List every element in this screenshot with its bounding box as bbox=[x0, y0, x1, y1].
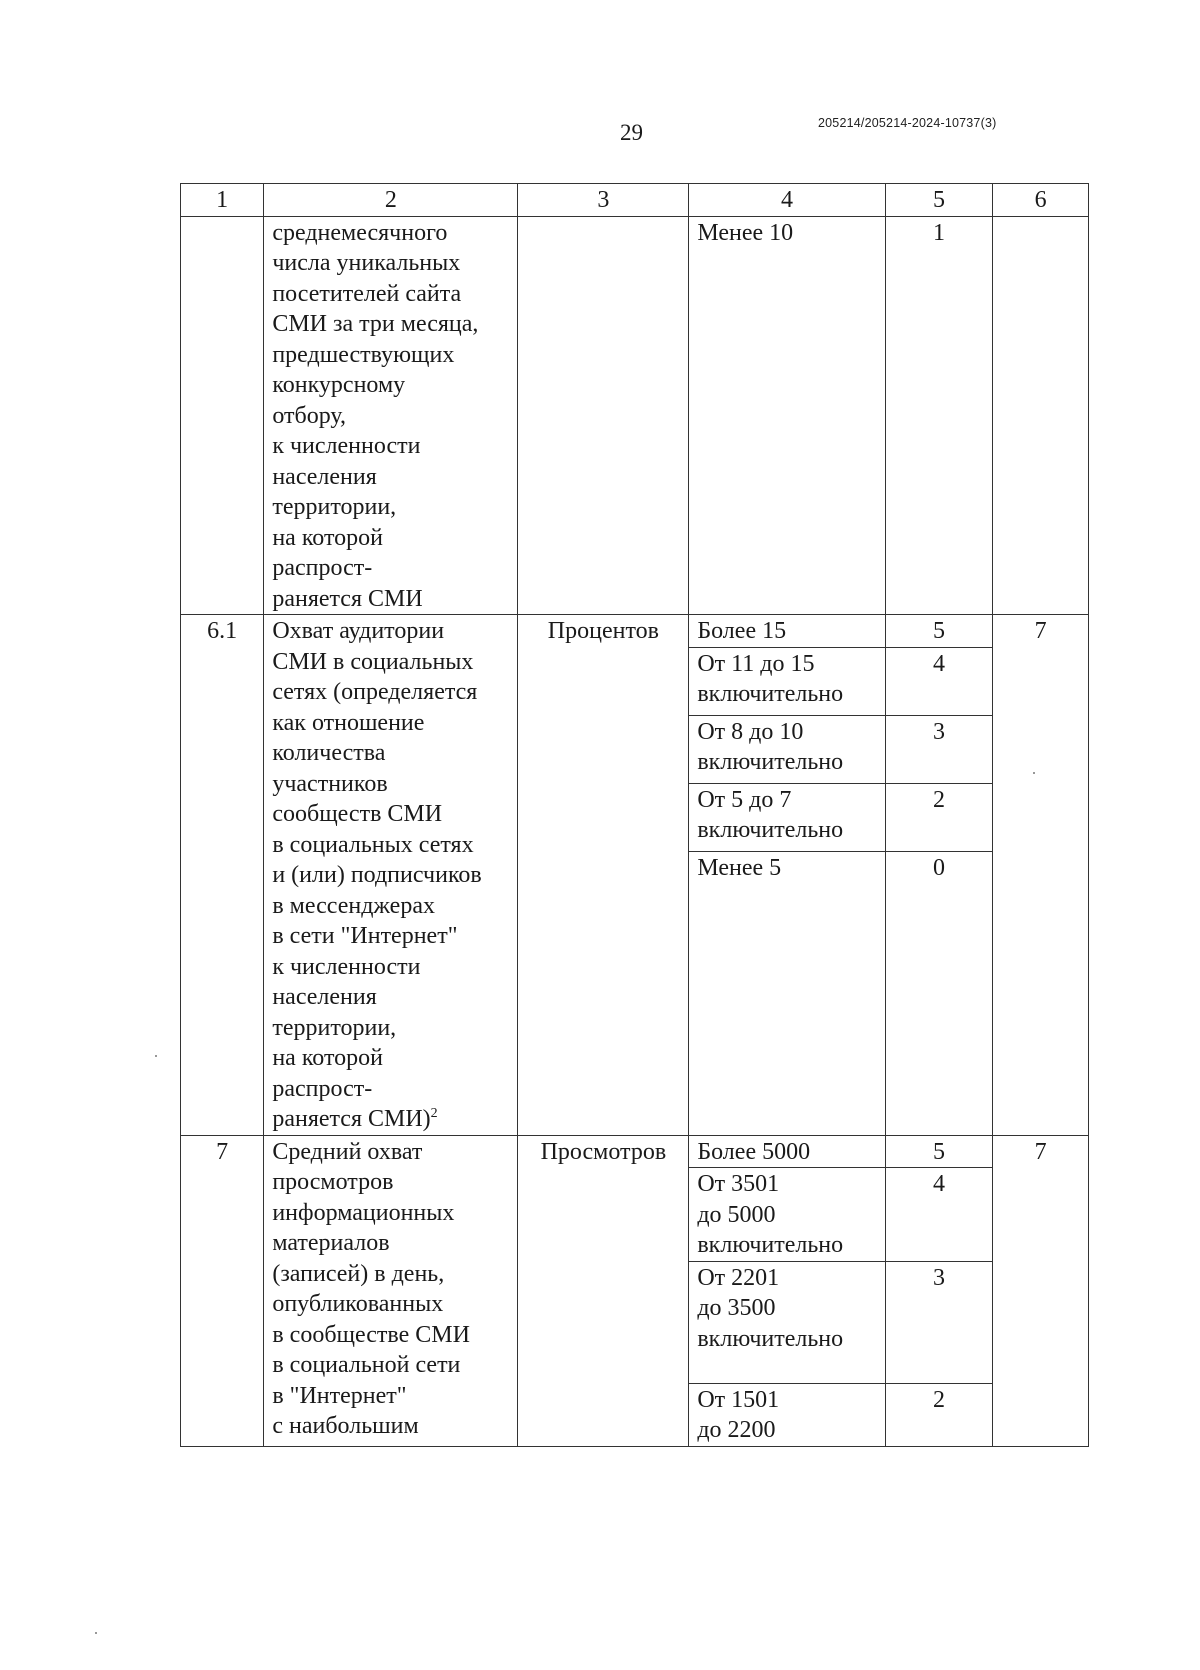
scan-speck bbox=[155, 1055, 157, 1057]
criterion-line: на которой bbox=[272, 1045, 383, 1071]
col-header-4: 4 bbox=[689, 184, 885, 217]
range-cell bbox=[689, 1383, 885, 1446]
criterion-line: в социальных сетях bbox=[272, 831, 474, 858]
criterion-last-text: раняется СМИ) bbox=[272, 1106, 431, 1132]
range-line: От 8 до 10 bbox=[697, 718, 804, 745]
score-cell: 1 bbox=[885, 216, 993, 615]
criterion-line: среднемесячного bbox=[272, 219, 448, 246]
range-cell bbox=[689, 1168, 885, 1262]
weight-cell: 7 bbox=[993, 615, 1089, 1136]
range-cell bbox=[689, 715, 885, 783]
range-line: включительно bbox=[697, 1232, 844, 1258]
criterion-line: сетях (определяется bbox=[272, 679, 478, 705]
criterion-line: участников bbox=[272, 770, 388, 797]
range-cell bbox=[689, 615, 885, 648]
criterion-line: Средний охват bbox=[272, 1138, 423, 1165]
table-row bbox=[181, 1135, 1089, 1168]
score-cell: 5 bbox=[885, 615, 993, 648]
criterion-line: населения bbox=[272, 463, 377, 490]
criterion-line: просмотров bbox=[272, 1169, 394, 1195]
criterion-line: распрост- bbox=[272, 555, 373, 581]
criterion-line: числа уникальных bbox=[272, 250, 461, 276]
col-header-3: 3 bbox=[518, 184, 689, 217]
criteria-table bbox=[180, 183, 1089, 1447]
criterion-line: территории, bbox=[272, 494, 397, 520]
criterion-line: к численности bbox=[272, 953, 421, 980]
scan-speck bbox=[95, 1632, 97, 1634]
criterion-line: населения bbox=[272, 984, 377, 1010]
criterion-line bbox=[272, 1104, 509, 1135]
range-line: включительно bbox=[697, 749, 844, 775]
criterion-line: раняется СМИ bbox=[272, 585, 423, 612]
criterion-line: и (или) подписчиков bbox=[272, 862, 482, 888]
score-cell: 4 bbox=[885, 647, 993, 715]
criterion-line: в сети "Интернет" bbox=[272, 923, 458, 949]
scan-speck bbox=[1033, 772, 1035, 774]
score-cell: 2 bbox=[885, 783, 993, 851]
score-cell: 2 bbox=[885, 1383, 993, 1446]
range-cell: Менее 10 bbox=[689, 216, 885, 615]
criterion-line: (записей) в день, bbox=[272, 1260, 445, 1287]
table-row bbox=[181, 216, 1089, 615]
score-cell: 3 bbox=[885, 715, 993, 783]
score-cell: 4 bbox=[885, 1168, 993, 1262]
range-cell bbox=[689, 1135, 885, 1168]
page-number: 29 bbox=[620, 120, 643, 145]
criterion-cell bbox=[264, 615, 518, 1136]
range-line: Менее 5 bbox=[697, 854, 782, 881]
unit-cell bbox=[518, 216, 689, 615]
criterion-line: посетителей сайта bbox=[272, 280, 462, 307]
criterion-line: Охват аудитории bbox=[272, 618, 445, 644]
criterion-cell bbox=[264, 1135, 518, 1446]
criterion-line: отбору, bbox=[272, 402, 346, 429]
row-number-cell: 6.1 bbox=[181, 615, 264, 1136]
range-cell bbox=[689, 783, 885, 851]
weight-cell bbox=[993, 216, 1089, 615]
unit-cell: Процентов bbox=[518, 615, 689, 1136]
criterion-line: информационных bbox=[272, 1199, 455, 1226]
row-number-cell: 7 bbox=[181, 1135, 264, 1446]
range-line: до 3500 bbox=[697, 1295, 776, 1321]
criterion-line: в социальной сети bbox=[272, 1352, 461, 1378]
weight-cell: 7 bbox=[993, 1135, 1089, 1446]
footnote-mark: 2 bbox=[430, 1106, 438, 1121]
criterion-line: на которой bbox=[272, 524, 383, 551]
range-cell bbox=[689, 1261, 885, 1383]
range-line: до 5000 bbox=[697, 1201, 776, 1228]
criterion-line: к численности bbox=[272, 433, 421, 459]
criterion-line: распрост- bbox=[272, 1075, 373, 1102]
range-line: От 11 до 15 bbox=[697, 650, 815, 677]
range-line: От 2201 bbox=[697, 1264, 780, 1291]
range-line: Более 5000 bbox=[697, 1138, 811, 1165]
score-cell: 5 bbox=[885, 1135, 993, 1168]
criterion-cell bbox=[264, 216, 518, 615]
table-row bbox=[181, 615, 1089, 648]
col-header-5: 5 bbox=[885, 184, 993, 217]
range-line: включительно bbox=[697, 817, 844, 843]
score-cell: 0 bbox=[885, 851, 993, 1135]
range-line: включительно bbox=[697, 1325, 844, 1352]
row-number-cell bbox=[181, 216, 264, 615]
criterion-line: как отношение bbox=[272, 709, 425, 736]
criterion-line: конкурсному bbox=[272, 372, 406, 398]
criterion-line: сообществ СМИ bbox=[272, 801, 443, 827]
document-code: 205214/205214-2024-10737(3) bbox=[818, 116, 997, 130]
criterion-line: территории, bbox=[272, 1014, 397, 1041]
criterion-line: СМИ в социальных bbox=[272, 648, 474, 675]
col-header-6: 6 bbox=[993, 184, 1089, 217]
range-cell bbox=[689, 647, 885, 715]
criterion-line: количества bbox=[272, 740, 386, 766]
range-line: От 5 до 7 bbox=[697, 786, 792, 813]
criterion-line: в сообществе СМИ bbox=[272, 1321, 470, 1348]
criterion-line: СМИ за три месяца, bbox=[272, 311, 479, 337]
col-header-2: 2 bbox=[264, 184, 518, 217]
column-number-row bbox=[181, 184, 1089, 217]
range-line: до 2200 bbox=[697, 1417, 776, 1443]
range-line: включительно bbox=[697, 681, 844, 707]
criterion-line: в мессенджерах bbox=[272, 892, 435, 919]
range-line: От 3501 bbox=[697, 1171, 780, 1197]
criterion-line: с наибольшим bbox=[272, 1413, 419, 1439]
criterion-line: материалов bbox=[272, 1230, 390, 1256]
criterion-line: опубликованных bbox=[272, 1291, 444, 1317]
score-cell: 3 bbox=[885, 1261, 993, 1383]
col-header-1: 1 bbox=[181, 184, 264, 217]
range-line: Более 15 bbox=[697, 618, 787, 644]
range-line: От 1501 bbox=[697, 1386, 780, 1413]
criterion-line: в "Интернет" bbox=[272, 1382, 407, 1409]
unit-cell: Просмотров bbox=[518, 1135, 689, 1446]
range-cell bbox=[689, 851, 885, 1135]
criterion-line: предшествующих bbox=[272, 341, 455, 368]
